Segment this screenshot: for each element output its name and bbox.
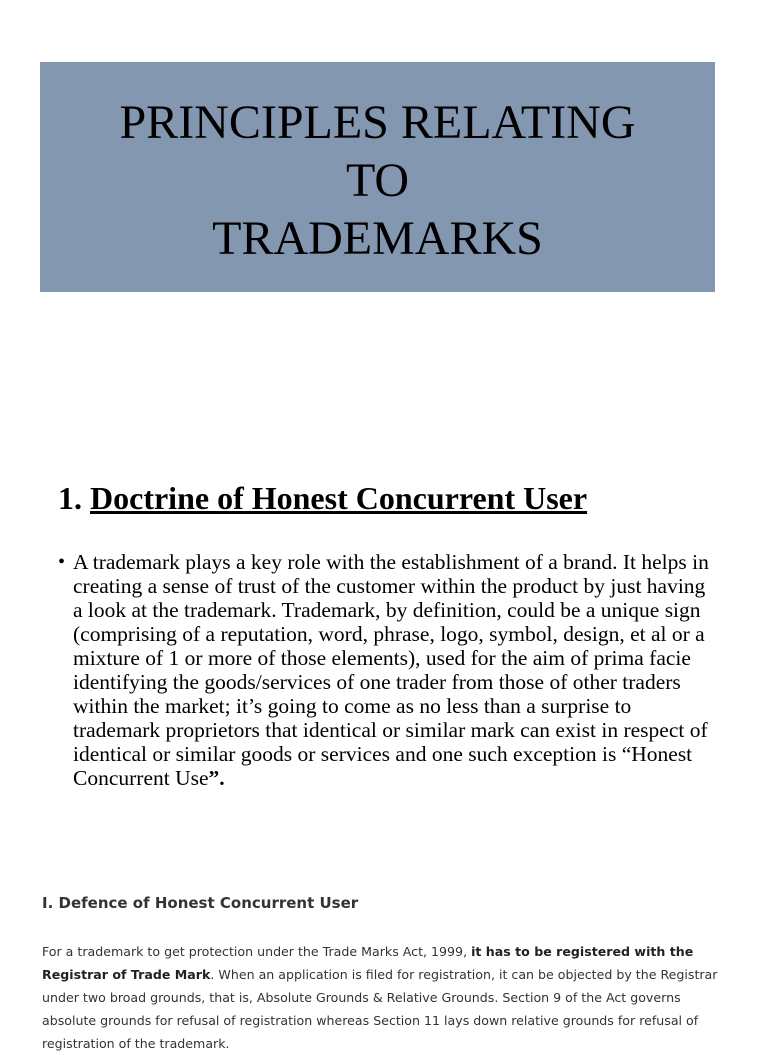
section-number: 1.: [58, 480, 82, 516]
bullet-icon: •: [58, 551, 66, 573]
bullet-body: A trademark plays a key role with the establishment of a brand. It helps in creating a sense of trust of the customer within the product by just having a look at the trademark. Trademark, by definition, could be a unique sign (comprising of a reputation, word, phrase, logo, symbol, design, et al or a mixture of 1 or more of those elements), used for the aim of prima facie identifying the goods/services of one trader from those of other traders within the market; it’s going to come as no less than a surprise to trademark proprietors that identical or similar mark can exist in respect of identical or similar goods or services and one such exception is “Honest Concurrent Use: [73, 550, 709, 790]
excerpt-para-start: For a trademark to get protection under the Trade Marks Act, 1999,: [42, 944, 472, 959]
title-line-1: PRINCIPLES RELATING: [119, 96, 636, 149]
section-heading-text: Doctrine of Honest Concurrent User: [90, 480, 588, 516]
excerpt-para-rest: . When an application is filed for registration, it can be objected by the Registrar under two broad grounds, that is, Absolute Grounds & Relative Grounds. Section 9 of the Act governs absolute grounds for refusal of registration whereas Section 11 lays down relative grounds for refusal of registration of the trademark.: [42, 967, 718, 1051]
bullet-text: [73, 550, 718, 790]
excerpt-paragraph: [42, 940, 736, 1055]
bullet-paragraph: [58, 550, 718, 790]
excerpt-para-bold: it has to be registered with the Registrar of Trade Mark: [42, 944, 694, 982]
title-banner: [40, 62, 715, 292]
section-heading: [58, 476, 587, 520]
title-line-2: TO: [345, 154, 410, 207]
title-line-3: TRADEMARKS: [212, 212, 543, 265]
excerpt-heading: I. Defence of Honest Concurrent User: [42, 894, 359, 912]
bullet-body-end: ”.: [208, 766, 225, 790]
